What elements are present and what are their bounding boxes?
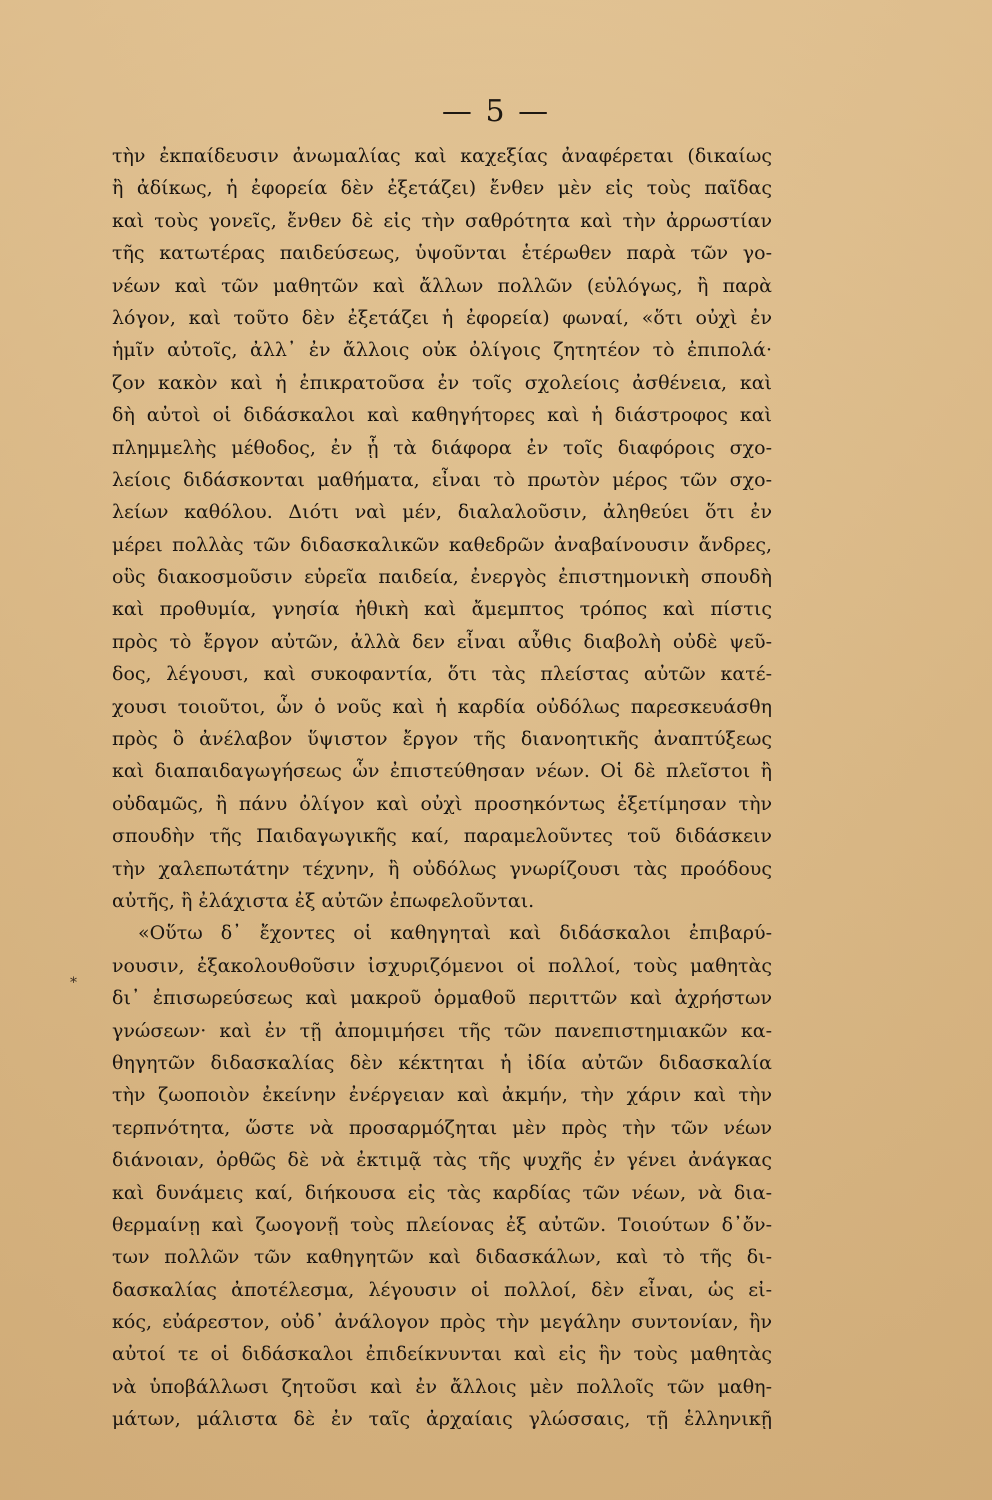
text-line: θηγητῶν διδασκαλίας δὲν κέκτηται ἡ ἰδία αὐτῶν διδασκαλία — [112, 1051, 772, 1074]
text-line: τὴν χαλεπωτάτην τέχνην, ἢ οὐδόλως γνωρίζουσι τὰς προόδους — [112, 857, 772, 880]
text-line: καὶ δυνάμεις καί, διήκουσα εἰς τὰς καρδίας τῶν νέων, νὰ δια- — [112, 1181, 772, 1204]
text-line: δος, λέγουσι, καὶ συκοφαντία, ὅτι τὰς πλείστας αὐτῶν κατέ- — [112, 663, 772, 686]
text-line: νὰ ὑποβάλλωσι ζητοῦσι καὶ ἐν ἄλλοις μὲν πολλοῖς τῶν μαθη- — [112, 1375, 772, 1398]
text-line: δασκαλίας ἀποτέλεσμα, λέγουσιν οἱ πολλοί, δὲν εἶναι, ὡς εἰ- — [112, 1278, 772, 1301]
text-line: θερμαίνῃ καὶ ζωογονῇ τοὺς πλείονας ἐξ αὐτῶν. Τοιούτων δ᾿ὄν- — [112, 1213, 772, 1236]
text-line: καὶ προθυμία, γνησία ἠθικὴ καὶ ἄμεμπτος τρόπος καὶ πίστις — [112, 598, 772, 621]
text-line: μέρει πολλὰς τῶν διδασκαλικῶν καθεδρῶν ἀναβαίνουσιν ἄνδρες, — [112, 533, 772, 556]
text-line: πρὸς ὃ ἀνέλαβον ὕψιστον ἔργον τῆς διανοητικῆς ἀναπτύξεως — [112, 728, 772, 751]
text-line: τὴν ζωοποιὸν ἐκείνην ἐνέργειαν καὶ ἀκμήν, τὴν χάριν καὶ τὴν — [112, 1084, 772, 1107]
text-line: γνώσεων· καὶ ἐν τῇ ἀπομιμήσει τῆς τῶν πανεπιστημιακῶν κα- — [112, 1019, 772, 1042]
text-line: κός, εὐάρεστον, οὐδ᾿ ἀνάλογον πρὸς τὴν μεγάλην συντονίαν, ἣν — [112, 1311, 772, 1334]
text-line: των πολλῶν τῶν καθηγητῶν καὶ διδασκάλων, καὶ τὸ τῆς δι- — [112, 1246, 772, 1269]
text-line: μάτων, μάλιστα δὲ ἐν ταῖς ἀρχαίαις γλώσσαις, τῇ ἑλληνικῇ — [112, 1408, 772, 1431]
text-line: δὴ αὐτοὶ οἱ διδάσκαλοι καὶ καθηγήτορες καὶ ἡ διάστροφος καὶ — [112, 404, 772, 427]
text-line: σπουδὴν τῆς Παιδαγωγικῆς καί, παραμελοῦντες τοῦ διδάσκειν — [112, 825, 772, 848]
text-line: τῆς κατωτέρας παιδεύσεως, ὑψοῦνται ἑτέρωθεν παρὰ τῶν γο- — [112, 242, 772, 265]
text-line: πλημμελὴς μέθοδος, ἐν ᾗ τὰ διάφορα ἐν τοῖς διαφόροις σχο- — [112, 436, 772, 459]
text-line: καὶ τοὺς γονεῖς, ἔνθεν δὲ εἰς τὴν σαθρότητα καὶ τὴν ἀρρωστίαν — [112, 209, 772, 232]
text-line: οὓς διακοσμοῦσιν εὐρεῖα παιδεία, ἐνεργὸς ἐπιστημονικὴ σπουδὴ — [112, 566, 772, 589]
text-line: λόγον, καὶ τοῦτο δὲν ἐξετάζει ἡ ἐφορεία) φωναί, «ὅτι οὐχὶ ἐν — [112, 306, 772, 329]
text-line: «Οὕτω δ᾿ ἔχοντες οἱ καθηγηταὶ καὶ διδάσκαλοι ἐπιβαρύ- — [138, 922, 772, 945]
body-text — [112, 140, 772, 1436]
text-line: αὐτοί τε οἱ διδάσκαλοι ἐπιδείκνυνται καὶ εἰς ἣν τοὺς μαθητὰς — [112, 1343, 772, 1366]
text-line: πρὸς τὸ ἔργον αὐτῶν, ἀλλὰ δεν εἶναι αὖθις διαβολὴ οὐδὲ ψεῦ- — [112, 630, 772, 653]
text-line: ἡμῖν αὐτοῖς, ἀλλ᾿ ἐν ἄλλοις οὐκ ὀλίγοις ζητητέον τὸ ἐπιπολά· — [112, 339, 772, 362]
text-line: χουσι τοιοῦτοι, ὧν ὁ νοῦς καὶ ἡ καρδία οὐδόλως παρεσκευάσθη — [112, 695, 772, 718]
text-line: καὶ διαπαιδαγωγήσεως ὧν ἐπιστεύθησαν νέων. Οἱ δὲ πλεῖστοι ἢ — [112, 760, 772, 783]
text-line: διάνοιαν, ὀρθῶς δὲ νὰ ἐκτιμᾷ τὰς τῆς ψυχῆς ἐν γένει ἀνάγκας — [112, 1149, 772, 1172]
stray-ink-mark: * — [70, 975, 77, 991]
text-line: ἢ ἀδίκως, ἡ ἐφορεία δὲν ἐξετάζει) ἔνθεν μὲν εἰς τοὺς παῖδας — [112, 177, 772, 200]
text-line: νουσιν, ἐξακολουθοῦσιν ἰσχυριζόμενοι οἱ πολλοί, τοὺς μαθητὰς — [112, 954, 772, 977]
text-line: ζον κακὸν καὶ ἡ ἐπικρατοῦσα ἐν τοῖς σχολείοις ἀσθένεια, καὶ — [112, 371, 772, 394]
text-line: τὴν ἐκπαίδευσιν ἀνωμαλίας καὶ καχεξίας ἀναφέρεται (δικαίως — [112, 145, 772, 167]
text-line: τερπνότητα, ὥστε νὰ προσαρμόζηται μὲν πρὸς τὴν τῶν νέων — [112, 1116, 772, 1139]
text-line: αὐτῆς, ἢ ἐλάχιστα ἐξ αὐτῶν ἐπωφελοῦνται. — [112, 889, 535, 912]
text-line: νέων καὶ τῶν μαθητῶν καὶ ἄλλων πολλῶν (εὐλόγως, ἢ παρὰ — [112, 274, 772, 297]
page-number: — 5 — — [441, 94, 551, 129]
text-line: οὐδαμῶς, ἢ πάνυ ὀλίγον καὶ οὐχὶ προσηκόντως ἐξετίμησαν τὴν — [112, 792, 772, 815]
text-line: δι᾿ ἐπισωρεύσεως καὶ μακροῦ ὁρμαθοῦ περιττῶν καὶ ἀχρήστων — [112, 987, 772, 1010]
text-line: λείων καθόλου. Διότι ναὶ μέν, διαλαλοῦσιν, ἀληθεύει ὅτι ἐν — [112, 501, 772, 524]
text-line: λείοις διδάσκονται μαθήματα, εἶναι τὸ πρωτὸν μέρος τῶν σχο- — [112, 468, 772, 491]
